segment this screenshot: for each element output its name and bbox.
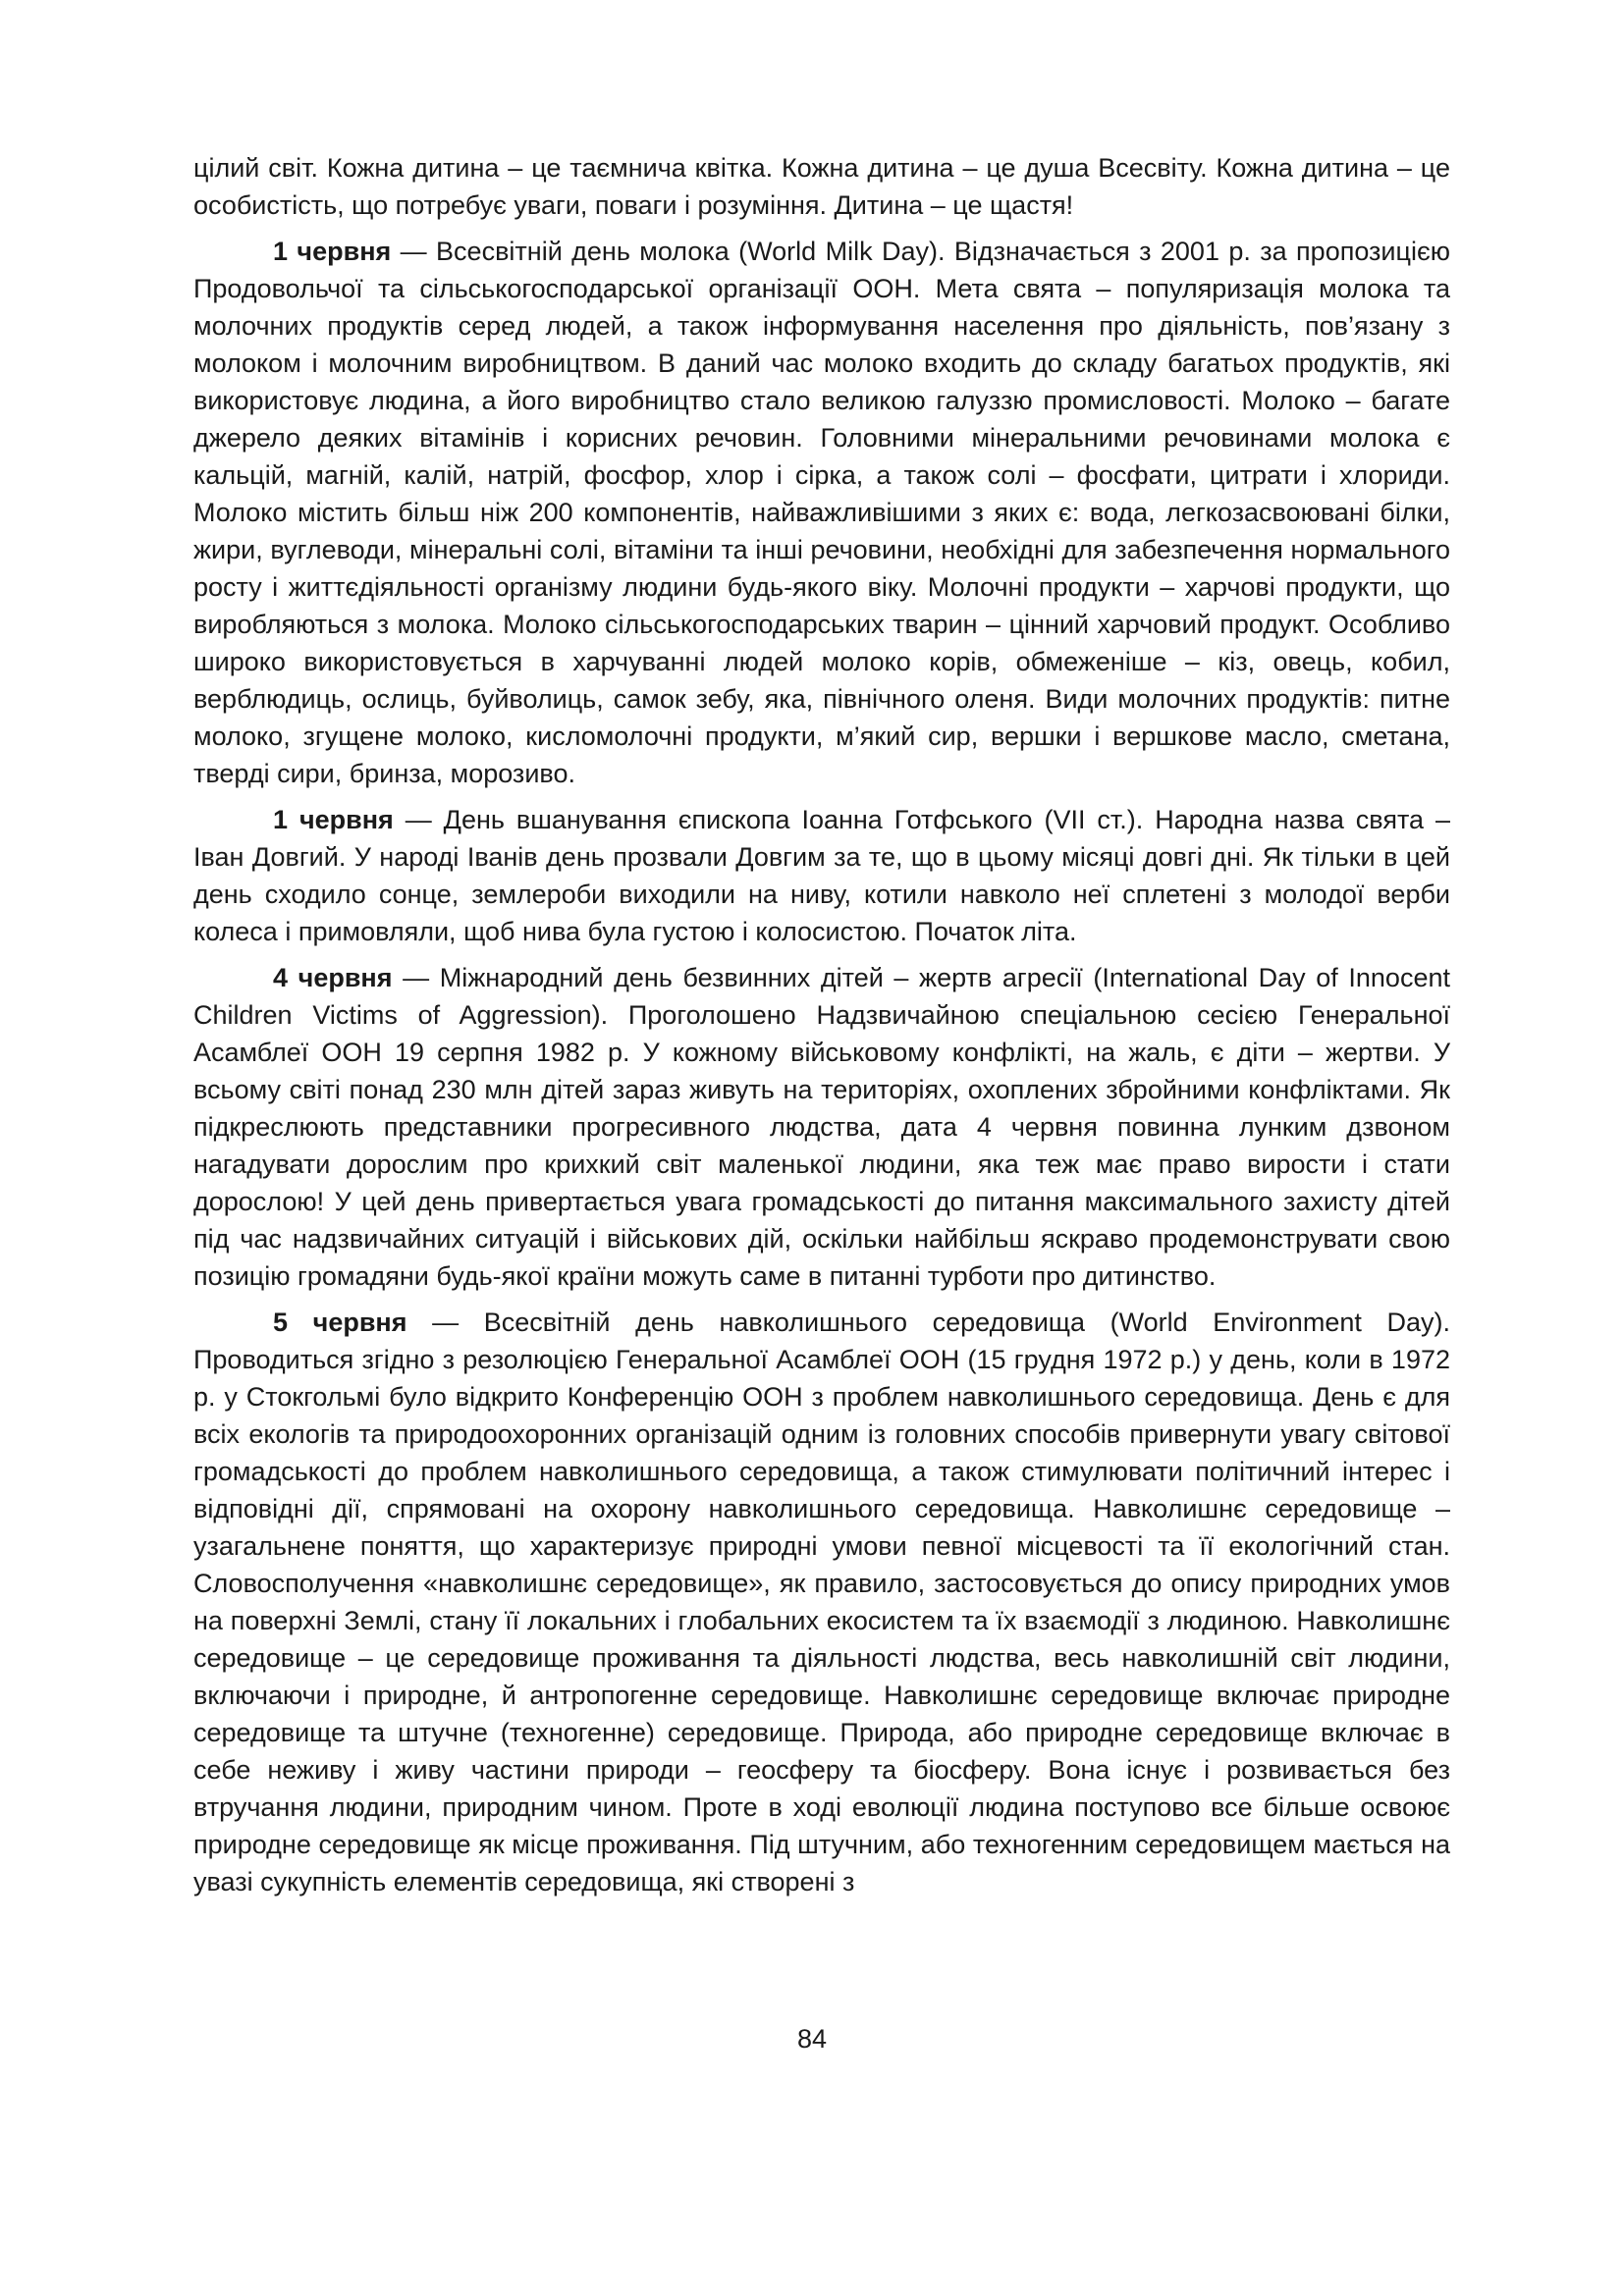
entry-paragraph-ioann-day <box>193 801 1450 950</box>
entry-date: 1 червня <box>273 805 394 834</box>
entry-date: 4 червня <box>273 963 393 992</box>
entry-text: — День вшанування єпископа Іоанна Готфського (VII ст.). Народна назва свята – Іван Довгий. У народі Іванів день прозвали Довгим за те, що в цьому місяці довгі дні. Як тільки в цей день сходило сонце, землероби виходили на ниву, котили навколо неї сплетені з молодої верби колеса і примовляли, щоб нива була густою і колосистою. Початок літа. <box>193 805 1450 946</box>
entry-paragraph-milk-day <box>193 233 1450 792</box>
page-number: 84 <box>796 2024 828 2054</box>
entry-date: 5 червня <box>273 1308 407 1337</box>
entry-text: — Всесвітній день молока (World Milk Day). Відзначається з 2001 р. за пропозицією Продовольчої та сільськогосподарської організації ООН. Мета свята – популяризація молока та молочних продуктів серед людей, а також інформування населення про діяльність, пов’язану з молоком і молочним виробництвом. В даний час молоко входить до складу багатьох продуктів, які використовує людина, а його виробництво стало великою галуззю промисловості. Молоко – багате джерело деяких вітамінів і корисних речовин. Головними мінеральними речовинами молока є кальцій, магній, калій, натрій, фосфор, хлор і сірка, а також солі – фосфати, цитрати і хлориди. Молоко містить більш ніж 200 компонентів, найважливішими з яких є: вода, легкозасвоювані білки, жири, вуглеводи, мінеральні солі, вітаміни та інші речовини, необхідні для забезпечення нормального росту і життєдіяльності організму людини будь-якого віку. Молочні продукти – харчові продукти, що виробляються з молока. Молоко сільськогосподарських тварин – цінний харчовий продукт. Особливо широко використовується в харчуванні людей молоко корів, обмеженіше – кіз, овець, кобил, верблюдиць, ослиць, буйволиць, самок зебу, яка, північного оленя. Види молочних продуктів: питне молоко, згущене молоко, кисломолочні продукти, м’який сир, вершки і вершкове масло, сметана, тверді сири, бринза, морозиво. <box>193 237 1450 788</box>
entry-text: — Міжнародний день безвинних дітей – жертв агресії (International Day of Innocent Children Victims of Aggression). Проголошено Надзвичайною спеціальною сесією Генеральної Асамблеї ООН 19 серпня 1982 р. У кожному військовому конфлікті, на жаль, є діти – жертви. У всьому світі понад 230 млн дітей зараз живуть на територіях, охоплених збройними конфліктами. Як підкреслюють представники прогресивного людства, дата 4 червня повинна лунким дзвоном нагадувати дорослим про крихкий світ маленької людини, яка теж має право вирости і стати дорослою! У цей день привертається увага громадськості до питання максимального захисту дітей під час надзвичайних ситуацій і військових дій, оскільки найбільш яскраво продемонструвати свою позицію громадяни будь-якої країни можуть саме в питанні турботи про дитинство. <box>193 963 1450 1291</box>
intro-paragraph: цілий світ. Кожна дитина – це таємнича квітка. Кожна дитина – це душа Всесвіту. Кожна дитина – це особистість, що потребує уваги, поваги і розуміння. Дитина – це щастя! <box>193 153 1450 220</box>
entry-paragraph-environment-day <box>193 1304 1450 1900</box>
document-body <box>193 149 1450 1909</box>
entry-text: — Всесвітній день навколишнього середовища (World Environment Day). Проводиться згідно з резолюцією Генеральної Асамблеї ООН (15 грудня 1972 р.) у день, коли в 1972 р. у Стокгольмі було відкрито Конференцію ООН з проблем навколишнього середовища. День є для всіх екологів та природоохоронних організацій одним із головних способів привернути увагу світової громадськості до проблем навколишнього середовища, а також стимулювати політичний інтерес і відповідні дії, спрямовані на охорону навколишнього середовища. Навколишнє середовище – узагальнене поняття, що характеризує природні умови певної місцевості та її екологічний стан. Словосполучення «навколишнє середовище», як правило, застосовується до опису природних умов на поверхні Землі, стану її локальних і глобальних екосистем та їх взаємодії з людиною. Навколишнє середовище – це середовище проживання та діяльності людства, весь навколишній світ людини, включаючи і природне, й антропогенне середовище. Навколишнє середовище включає природне середовище та штучне (техногенне) середовище. Природа, або природне середовище включає в себе неживу і живу частини природи – геосферу та біосферу. Вона існує і розвивається без втручання людини, природним чином. Проте в ході еволюції людина поступово все більше освоює природне середовище як місце проживання. Під штучним, або техногенним середовищем мається на увазі сукупність елементів середовища, які створені з <box>193 1308 1450 1896</box>
entry-date: 1 червня <box>273 237 392 266</box>
entry-paragraph-innocent-children-day <box>193 959 1450 1295</box>
